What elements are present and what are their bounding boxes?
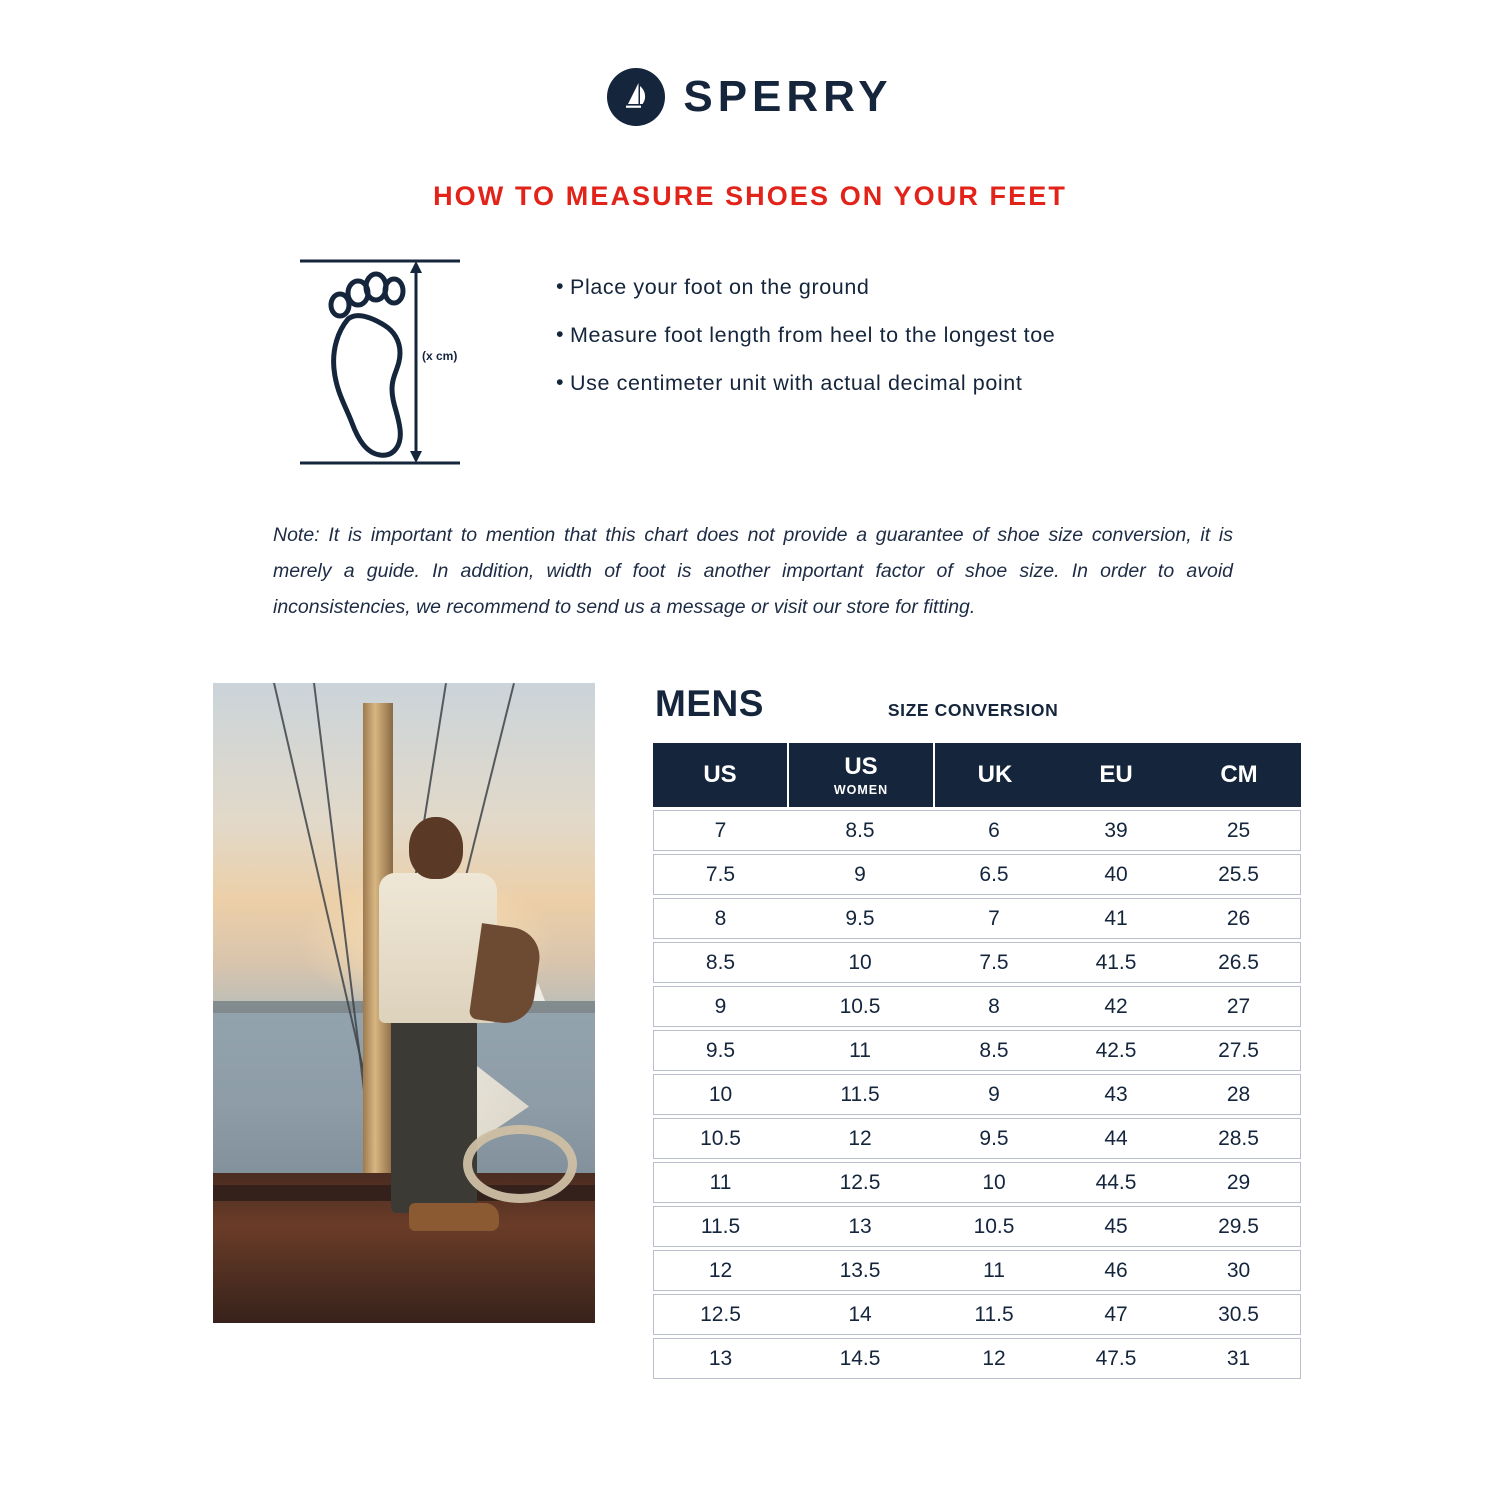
cell-us: 8 bbox=[653, 898, 787, 939]
cell-us-women: 11 bbox=[787, 1030, 933, 1071]
cell-eu: 45 bbox=[1055, 1206, 1177, 1247]
cell-cm: 30.5 bbox=[1177, 1294, 1301, 1335]
cell-cm: 30 bbox=[1177, 1250, 1301, 1291]
column-header-label: CM bbox=[1220, 761, 1258, 788]
cell-uk: 10.5 bbox=[933, 1206, 1055, 1247]
column-header-us bbox=[653, 743, 787, 807]
table-titles bbox=[653, 683, 1301, 725]
cell-uk: 8.5 bbox=[933, 1030, 1055, 1071]
dimension-label: (x cm) bbox=[422, 349, 458, 363]
cell-us: 7 bbox=[653, 810, 787, 851]
list-item: • Measure foot length from heel to the longest toe bbox=[570, 323, 1055, 348]
cell-us-women: 13 bbox=[787, 1206, 933, 1247]
cell-uk: 9.5 bbox=[933, 1118, 1055, 1159]
size-conversion-table-block bbox=[653, 683, 1301, 1382]
cell-uk: 7 bbox=[933, 898, 1055, 939]
cell-cm: 29.5 bbox=[1177, 1206, 1301, 1247]
cell-uk: 11.5 bbox=[933, 1294, 1055, 1335]
cell-us-women: 11.5 bbox=[787, 1074, 933, 1115]
table-row bbox=[653, 1294, 1301, 1335]
cell-uk: 7.5 bbox=[933, 942, 1055, 983]
cell-us: 10 bbox=[653, 1074, 787, 1115]
cell-us: 13 bbox=[653, 1338, 787, 1379]
column-header-sublabel: WOMEN bbox=[833, 783, 889, 797]
cell-us: 12 bbox=[653, 1250, 787, 1291]
cell-us: 11.5 bbox=[653, 1206, 787, 1247]
column-header-label: EU bbox=[1099, 761, 1133, 788]
cell-us-women: 12 bbox=[787, 1118, 933, 1159]
cell-eu: 42.5 bbox=[1055, 1030, 1177, 1071]
cell-us-women: 13.5 bbox=[787, 1250, 933, 1291]
cell-eu: 47 bbox=[1055, 1294, 1177, 1335]
column-header-us-women bbox=[787, 743, 933, 807]
cell-eu: 46 bbox=[1055, 1250, 1177, 1291]
cell-uk: 8 bbox=[933, 986, 1055, 1027]
cell-us-women: 14 bbox=[787, 1294, 933, 1335]
column-header-label: US bbox=[844, 753, 878, 780]
cell-cm: 28.5 bbox=[1177, 1118, 1301, 1159]
list-item: • Use centimeter unit with actual decimal point bbox=[570, 371, 1055, 396]
cell-eu: 41 bbox=[1055, 898, 1177, 939]
table-row bbox=[653, 1250, 1301, 1291]
table-row bbox=[653, 942, 1301, 983]
table-header-row bbox=[653, 743, 1301, 807]
brand-header bbox=[0, 0, 1500, 126]
page-title: HOW TO MEASURE SHOES ON YOUR FEET bbox=[433, 181, 1067, 211]
table-row bbox=[653, 898, 1301, 939]
cell-us: 9 bbox=[653, 986, 787, 1027]
column-header-uk bbox=[933, 743, 1055, 807]
cell-eu: 39 bbox=[1055, 810, 1177, 851]
cell-us-women: 9.5 bbox=[787, 898, 933, 939]
cell-uk: 11 bbox=[933, 1250, 1055, 1291]
table-body bbox=[653, 810, 1301, 1379]
cell-cm: 26 bbox=[1177, 898, 1301, 939]
cell-eu: 44 bbox=[1055, 1118, 1177, 1159]
table-subtitle: SIZE CONVERSION bbox=[887, 700, 1059, 720]
cell-eu: 43 bbox=[1055, 1074, 1177, 1115]
table-row bbox=[653, 1162, 1301, 1203]
cell-us: 10.5 bbox=[653, 1118, 787, 1159]
cell-us-women: 12.5 bbox=[787, 1162, 933, 1203]
cell-cm: 27.5 bbox=[1177, 1030, 1301, 1071]
cell-cm: 29 bbox=[1177, 1162, 1301, 1203]
lower-section bbox=[0, 683, 1500, 1382]
cell-us-women: 10.5 bbox=[787, 986, 933, 1027]
cell-eu: 44.5 bbox=[1055, 1162, 1177, 1203]
table-row bbox=[653, 1074, 1301, 1115]
sperry-sailboat-icon bbox=[607, 68, 665, 126]
cell-us: 9.5 bbox=[653, 1030, 787, 1071]
measure-instructions bbox=[0, 257, 1500, 467]
table-row bbox=[653, 1338, 1301, 1379]
cell-uk: 6 bbox=[933, 810, 1055, 851]
cell-eu: 41.5 bbox=[1055, 942, 1177, 983]
cell-us-women: 8.5 bbox=[787, 810, 933, 851]
cell-us: 11 bbox=[653, 1162, 787, 1203]
cell-us: 7.5 bbox=[653, 854, 787, 895]
table-row bbox=[653, 1030, 1301, 1071]
cell-uk: 12 bbox=[933, 1338, 1055, 1379]
cell-eu: 40 bbox=[1055, 854, 1177, 895]
table-row bbox=[653, 1118, 1301, 1159]
size-conversion-table bbox=[653, 740, 1301, 1382]
cell-uk: 9 bbox=[933, 1074, 1055, 1115]
table-row bbox=[653, 1206, 1301, 1247]
cell-us-women: 10 bbox=[787, 942, 933, 983]
column-header-eu bbox=[1055, 743, 1177, 807]
column-header-label: US bbox=[703, 761, 737, 788]
table-row bbox=[653, 810, 1301, 851]
cell-us-women: 9 bbox=[787, 854, 933, 895]
cell-us-women: 14.5 bbox=[787, 1338, 933, 1379]
cell-eu: 47.5 bbox=[1055, 1338, 1177, 1379]
cell-uk: 10 bbox=[933, 1162, 1055, 1203]
cell-us: 8.5 bbox=[653, 942, 787, 983]
column-header-label: UK bbox=[977, 761, 1013, 788]
table-title: MENS bbox=[655, 683, 764, 724]
cell-cm: 25 bbox=[1177, 810, 1301, 851]
cell-cm: 28 bbox=[1177, 1074, 1301, 1115]
cell-cm: 27 bbox=[1177, 986, 1301, 1027]
cell-cm: 26.5 bbox=[1177, 942, 1301, 983]
column-header-cm bbox=[1177, 743, 1301, 807]
cell-uk: 6.5 bbox=[933, 854, 1055, 895]
table-row bbox=[653, 986, 1301, 1027]
disclaimer-note: Note: It is important to mention that this chart does not provide a guarantee of shoe size conversion, it is merely a guide. In addition, width of foot is another important factor of shoe size. In order to avoid inconsistencies, we recommend to send us a message or visit our store for fitting. bbox=[273, 524, 1233, 618]
cell-cm: 25.5 bbox=[1177, 854, 1301, 895]
footprint-measure-icon bbox=[300, 257, 475, 467]
man-on-sailboat-at-sunset-photo bbox=[213, 683, 595, 1323]
table-row bbox=[653, 854, 1301, 895]
cell-eu: 42 bbox=[1055, 986, 1177, 1027]
list-item: • Place your foot on the ground bbox=[570, 275, 1055, 300]
cell-us: 12.5 bbox=[653, 1294, 787, 1335]
cell-cm: 31 bbox=[1177, 1338, 1301, 1379]
measure-bullet-list bbox=[570, 275, 1055, 419]
brand-name: SPERRY bbox=[683, 72, 893, 121]
